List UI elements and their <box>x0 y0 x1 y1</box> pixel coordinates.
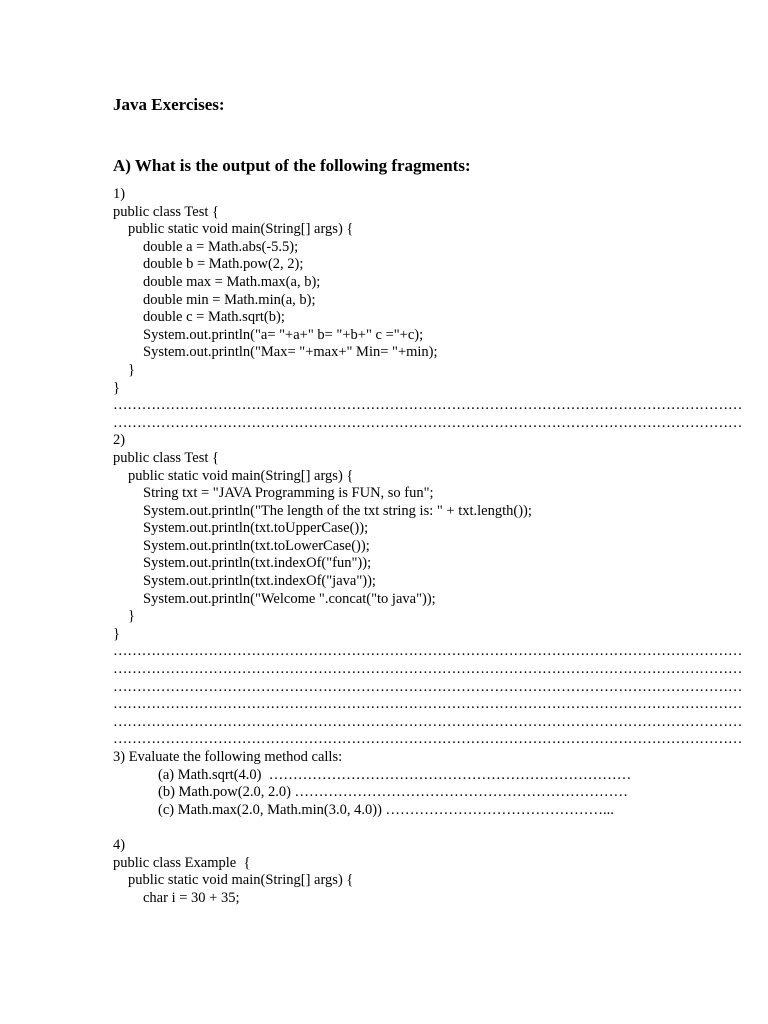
code-line: } <box>113 379 120 396</box>
code-line: double a = Math.abs(-5.5); <box>143 238 299 255</box>
code-line: System.out.println(txt.indexOf("fun")); <box>143 555 372 572</box>
code-line: double b = Math.pow(2, 2); <box>143 256 304 273</box>
method-call-item: (a) Math.sqrt(4.0) ………………………………………………………………… <box>158 766 632 783</box>
code-line: public class Test { <box>113 203 219 220</box>
code-line: public class Example { <box>113 854 251 871</box>
answer-line: …………………………………………………………………………………………………………………… <box>113 731 743 748</box>
code-line: System.out.println("a= "+a+" b= "+b+" c ="+c); <box>143 326 424 343</box>
question-2-number: 2) <box>113 432 126 449</box>
code-line: } <box>128 608 135 625</box>
code-line: } <box>128 361 135 378</box>
question-1-number: 1) <box>113 186 126 202</box>
code-line: } <box>113 625 120 642</box>
answer-line: …………………………………………………………………………………………………………………… <box>113 414 743 431</box>
code-line: double max = Math.max(a, b); <box>143 273 321 290</box>
code-line: System.out.println("Max= "+max+" Min= "+min); <box>143 344 438 361</box>
code-line: public static void main(String[] args) { <box>128 872 354 889</box>
section-a-heading: A) What is the output of the following fragments: <box>113 156 471 175</box>
question-3-prompt: 3) Evaluate the following method calls: <box>113 749 343 765</box>
answer-line: …………………………………………………………………………………………………………………… <box>113 643 743 660</box>
code-line: public static void main(String[] args) { <box>128 221 354 238</box>
code-line: String txt = "JAVA Programming is FUN, so fun"; <box>143 485 434 502</box>
code-line: double min = Math.min(a, b); <box>143 291 316 308</box>
answer-line: …………………………………………………………………………………………………………………… <box>113 678 743 695</box>
answer-line: …………………………………………………………………………………………………………………… <box>113 696 743 713</box>
code-line: System.out.println("The length of the txt string is: " + txt.length()); <box>143 502 532 519</box>
method-call-item: (c) Math.max(2.0, Math.min(3.0, 4.0)) ………………………………………... <box>158 801 614 818</box>
code-line: public static void main(String[] args) { <box>128 467 354 484</box>
question-4-number: 4) <box>113 836 126 853</box>
code-line: System.out.println(txt.toUpperCase()); <box>143 520 369 537</box>
answer-line: …………………………………………………………………………………………………………………… <box>113 397 743 414</box>
code-line: double c = Math.sqrt(b); <box>143 309 285 326</box>
answer-line: …………………………………………………………………………………………………………………… <box>113 713 743 730</box>
exercise-body <box>113 186 743 907</box>
answer-line: …………………………………………………………………………………………………………………… <box>113 661 743 678</box>
method-call-item: (b) Math.pow(2.0, 2.0) …………………………………………………………… <box>158 784 629 801</box>
code-line: System.out.println(txt.toLowerCase()); <box>143 537 370 554</box>
code-line: System.out.println("Welcome ".concat("to java")); <box>143 590 436 607</box>
code-line: System.out.println(txt.indexOf("java")); <box>143 573 376 590</box>
spacer <box>113 819 673 837</box>
code-line: char i = 30 + 35; <box>143 889 240 906</box>
document-title: Java Exercises: <box>113 95 225 114</box>
code-line: public class Test { <box>113 449 219 466</box>
